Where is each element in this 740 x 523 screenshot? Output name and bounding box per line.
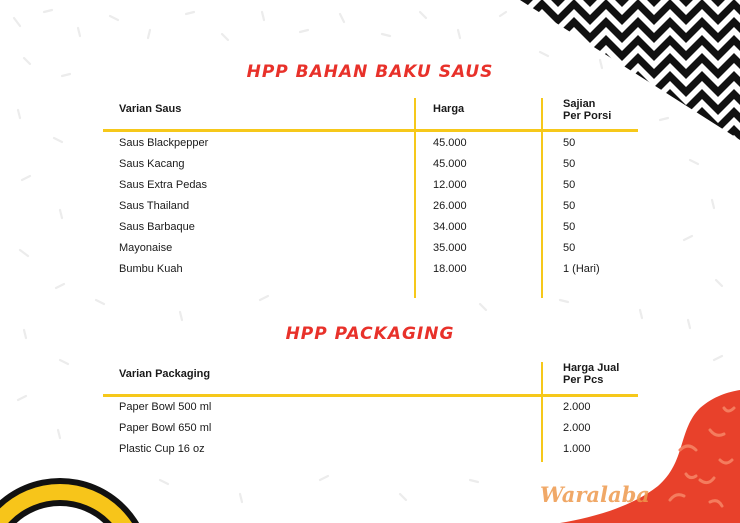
header-varian-packaging: Varian Packaging: [119, 368, 211, 380]
row-6-varian: Mayonaise: [119, 242, 173, 254]
row-3-harga: 12.000: [433, 179, 467, 191]
row-2-harga: 45.000: [433, 158, 467, 170]
row-4-sajian: 50: [563, 200, 576, 212]
yellow-ring-decoration-icon: [0, 460, 170, 523]
header-harga-jual-line1: Harga Jual: [563, 362, 620, 374]
row-7-sajian: 1 (Hari): [563, 263, 600, 275]
section-title-packaging: HPP PACKAGING: [285, 324, 455, 344]
row-7-harga: 18.000: [433, 263, 467, 275]
pack-row-1-harga: 2.000: [563, 401, 591, 413]
row-3-sajian: 50: [563, 179, 576, 191]
header-harga-jual-per-pcs: [563, 362, 619, 386]
pack-row-3-varian: Plastic Cup 16 oz: [119, 443, 205, 455]
column-divider-1: [414, 98, 416, 298]
row-3-varian: Saus Extra Pedas: [119, 179, 208, 191]
pack-row-3-harga: 1.000: [563, 443, 591, 455]
row-2-sajian: 50: [563, 158, 576, 170]
header-sajian-line1: Sajian: [563, 98, 596, 110]
header-divider: [103, 129, 638, 132]
pack-row-1-varian: Paper Bowl 500 ml: [119, 401, 212, 413]
pack-row-2-varian: Paper Bowl 650 ml: [119, 422, 212, 434]
header-harga: Harga: [433, 103, 465, 115]
row-1-harga: 45.000: [433, 137, 467, 149]
section-title-bahan-baku: HPP BAHAN BAKU SAUS: [246, 62, 494, 82]
header-varian-saus: Varian Saus: [119, 103, 182, 115]
row-2-varian: Saus Kacang: [119, 158, 185, 170]
row-6-harga: 35.000: [433, 242, 467, 254]
header-harga-jual-line2: Per Pcs: [563, 374, 604, 386]
header-sajian-line2: Per Porsi: [563, 110, 612, 122]
row-6-sajian: 50: [563, 242, 576, 254]
row-5-sajian: 50: [563, 221, 576, 233]
row-5-harga: 34.000: [433, 221, 467, 233]
packaging-column-divider: [541, 362, 543, 462]
row-5-varian: Saus Barbaque: [119, 221, 195, 233]
header-sajian-per-porsi: [563, 98, 611, 122]
packaging-header-divider: [103, 394, 638, 397]
row-7-varian: Bumbu Kuah: [119, 263, 183, 275]
column-divider-2: [541, 98, 543, 298]
row-1-varian: Saus Blackpepper: [119, 137, 209, 149]
row-1-sajian: 50: [563, 137, 576, 149]
watermark-logo: Waralaba: [540, 482, 650, 507]
pack-row-2-harga: 2.000: [563, 422, 591, 434]
row-4-harga: 26.000: [433, 200, 467, 212]
row-4-varian: Saus Thailand: [119, 200, 190, 212]
